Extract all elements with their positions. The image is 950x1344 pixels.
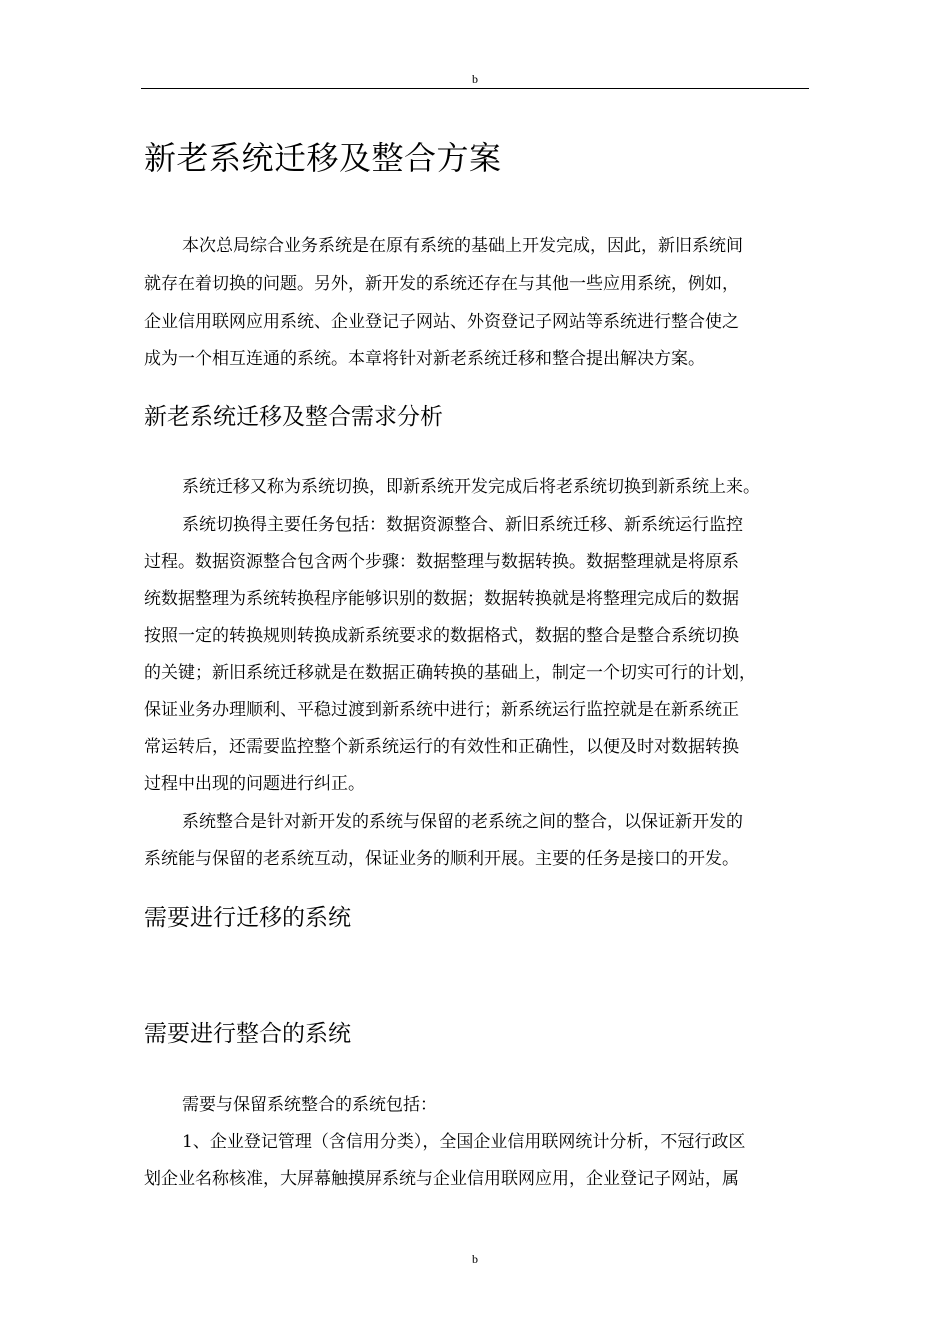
page-header-mark: b <box>472 72 478 86</box>
paragraph-line: 系统切换得主要任务包括：数据资源整合、新旧系统迁移、新系统运行监控 <box>182 515 743 535</box>
paragraph-line: 系统整合是针对新开发的系统与保留的老系统之间的整合，以保证新开发的 <box>182 812 743 832</box>
intro-line: 企业信用联网应用系统、企业登记子网站、外资登记子网站等系统进行整合使之 <box>144 312 739 332</box>
intro-line: 就存在着切换的问题。另外，新开发的系统还存在与其他一些应用系统，例如， <box>144 274 739 294</box>
intro-line: 本次总局综合业务系统是在原有系统的基础上开发完成，因此，新旧系统间 <box>182 236 743 256</box>
paragraph-line: 系统能与保留的老系统互动，保证业务的顺利开展。主要的任务是接口的开发。 <box>144 849 739 869</box>
section-heading-migration-analysis: 新老系统迁移及整合需求分析 <box>144 404 443 430</box>
section-heading-systems-to-migrate: 需要进行迁移的系统 <box>144 905 351 931</box>
list-item-line: 划企业名称核准，大屏幕触摸屏系统与企业信用联网应用，企业登记子网站，属 <box>144 1169 739 1189</box>
paragraph-line: 需要与保留系统整合的系统包括： <box>182 1095 437 1115</box>
paragraph-line: 的关键；新旧系统迁移就是在数据正确转换的基础上，制定一个切实可行的计划， <box>144 663 756 683</box>
header-divider <box>141 88 809 89</box>
list-item-line: 1、企业登记管理（含信用分类），全国企业信用联网统计分析，不冠行政区 <box>182 1132 746 1152</box>
paragraph-line: 过程。数据资源整合包含两个步骤：数据整理与数据转换。数据整理就是将原系 <box>144 552 739 572</box>
paragraph-line: 系统迁移又称为系统切换，即新系统开发完成后将老系统切换到新系统上来。 <box>182 477 760 497</box>
paragraph-line: 按照一定的转换规则转换成新系统要求的数据格式，数据的整合是整合系统切换 <box>144 626 739 646</box>
paragraph-line: 统数据整理为系统转换程序能够识别的数据；数据转换就是将整理完成后的数据 <box>144 589 739 609</box>
intro-line: 成为一个相互连通的系统。本章将针对新老系统迁移和整合提出解决方案。 <box>144 349 705 369</box>
section-heading-systems-to-integrate: 需要进行整合的系统 <box>144 1021 351 1047</box>
page-footer-mark: b <box>472 1252 478 1266</box>
paragraph-line: 保证业务办理顺利、平稳过渡到新系统中进行；新系统运行监控就是在新系统正 <box>144 700 739 720</box>
document-title: 新老系统迁移及整合方案 <box>144 139 502 177</box>
paragraph-line: 常运转后，还需要监控整个新系统运行的有效性和正确性，以便及时对数据转换 <box>144 737 739 757</box>
paragraph-line: 过程中出现的问题进行纠正。 <box>144 774 365 794</box>
